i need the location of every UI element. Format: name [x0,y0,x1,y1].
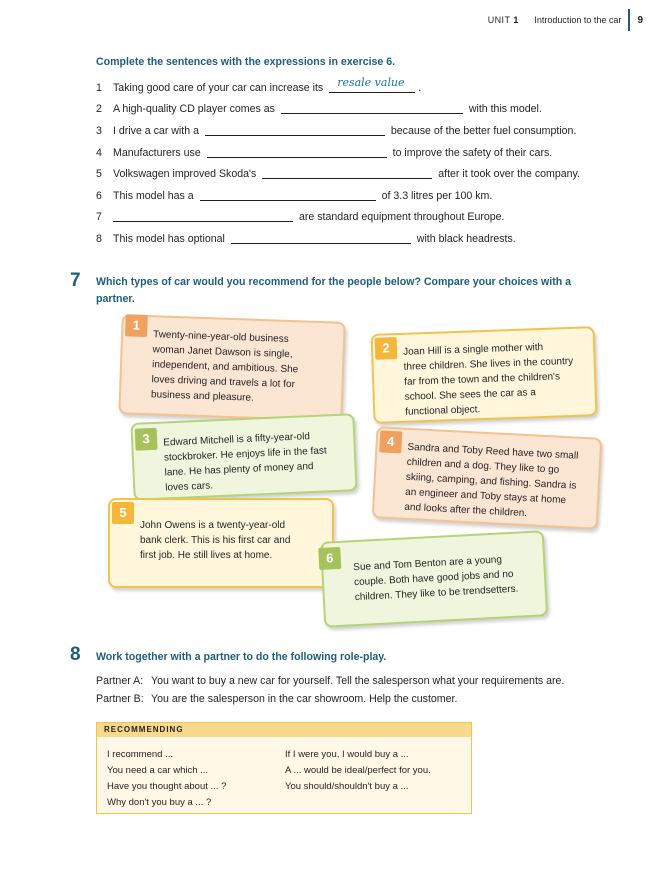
sentence-number: 4 [96,147,102,159]
sentence-text: with this model. [468,103,542,115]
phrase: You should/shouldn't buy a ... [285,781,409,792]
sentence-text: with black headrests. [416,233,516,245]
sentence-text: This model has a [113,190,194,202]
person-card-6 [320,530,548,628]
exercise-6b-instruction: Complete the sentences with the expressions in exercise 6. [96,56,396,68]
sentence-number: 5 [96,168,102,180]
card-line: Sandra and Toby Reed have two small [407,441,579,462]
exercise-7-instruction-line-1: Which types of car would you recommend for the people below? Compare your choices with a [96,276,572,288]
sentence-number: 7 [96,211,102,223]
person-card-5 [108,498,334,588]
phrase-column-1 [107,747,226,811]
answer-blank[interactable] [262,166,432,179]
sentence-2 [96,101,542,117]
sentence-text: . [418,82,422,94]
card-line: couple. Both have good jobs and no [353,568,514,589]
answer-blank[interactable] [231,231,411,244]
sentence-3 [96,123,576,139]
sentence-number: 2 [96,103,102,115]
recommending-box-title: RECOMMENDING [97,723,471,737]
sentence-text: Manufacturers use [113,147,201,159]
answer-blank[interactable] [329,76,415,93]
answer-blank[interactable] [200,188,376,201]
phrase: I recommend ... [107,749,173,760]
card-line: John Owens is a twenty-year-old [140,520,286,531]
partner-a-line [96,673,564,689]
sentence-1 [96,76,422,96]
phrase: If I were you, I would buy a ... [285,749,409,760]
exercise-8-number: 8 [70,644,81,665]
card-line: functional object. [405,404,481,418]
partner-a-label: Partner A: [96,675,144,687]
sentence-number: 8 [96,233,102,245]
answer-blank[interactable] [207,145,387,158]
card-line: school. She sees the car as a [404,387,537,403]
card-number-badge: 2 [375,337,398,360]
unit-title: Introduction to the car [534,15,622,25]
phrase: Have you thought about ... ? [107,781,227,792]
phrase: Why don't you buy a ... ? [107,797,212,808]
sentence-text: are standard equipment throughout Europe. [298,211,505,223]
card-line: Twenty-nine-year-old business [152,329,289,345]
recommending-box [96,722,472,814]
card-number-badge: 1 [125,314,148,337]
card-line: an engineer and Toby stays at home [404,486,567,507]
sentence-text: to improve the safety of their cars. [392,147,553,159]
card-line: Sue and Tom Benton are a young [353,554,503,574]
partner-b-text: You are the salesperson in the car showroom. Help the customer. [151,693,458,705]
exercise-7-number: 7 [70,270,81,291]
sentence-number: 6 [96,190,102,202]
card-line: lane. He has plenty of money and [164,460,314,479]
sentence-4 [96,145,552,161]
card-line: loves cars. [165,480,214,494]
partner-b-line [96,691,457,707]
card-line: Joan Hill is a single mother with [402,341,544,358]
card-line: first job. He still lives at home. [140,550,273,561]
header-divider [628,9,630,31]
card-line: far from the town and the children's [404,371,561,388]
card-line: stockbroker. He enjoys life in the fast [163,445,327,464]
sentence-8 [96,231,516,247]
card-line: children and a dog. They like to go [406,456,560,476]
partner-b-label: Partner B: [96,693,144,705]
card-line: bank clerk. This is his first car and [140,535,291,546]
sentence-number: 3 [96,125,102,137]
sentence-text: I drive a car with a [113,125,199,137]
card-number-badge: 6 [318,547,341,570]
sentence-text: Taking good care of your car can increase its [113,82,324,94]
sentence-text: of 3.3 litres per 100 km. [381,190,493,202]
answer-blank[interactable] [113,209,293,222]
card-line: and looks after the children. [404,501,528,520]
sentence-number: 1 [96,82,102,94]
exercise-8-instruction: Work together with a partner to do the following role-play. [96,651,387,663]
sentence-6 [96,188,492,204]
card-number-badge: 5 [112,502,134,524]
answer-blank[interactable] [281,101,463,114]
page-number: 9 [637,14,643,26]
card-line: business and pleasure. [150,389,255,404]
phrase: A ... would be ideal/perfect for you. [285,765,431,776]
sentence-text: after it took over the company. [438,168,580,180]
exercise-7-instruction-line-2: partner. [96,293,135,305]
person-card-4 [372,426,603,530]
handwritten-answer: resale value [337,76,405,89]
phrase-column-2 [285,747,431,795]
partner-a-text: You want to buy a new car for yourself. Tell the salesperson what your requirements are. [151,675,565,687]
card-line: woman Janet Dawson is single, [152,344,293,361]
page-header [488,12,643,28]
unit-label: UNIT [487,15,511,25]
card-line: loves driving and travels a lot for [151,374,296,391]
sentence-text: This model has optional [113,233,225,245]
person-card-3 [130,413,357,501]
sentence-text: Volkswagen improved Skoda's [113,168,257,180]
person-card-1 [118,314,345,422]
card-line: independent, and ambitious. She [151,359,299,376]
phrase: You need a car which ... [107,765,209,776]
sentence-text: because of the better fuel consumption. [390,125,577,137]
card-number-badge: 3 [135,428,158,451]
sentence-text: A high-quality CD player comes as [113,103,275,115]
card-line: skiing, camping, and fishing. Sandra is [405,471,577,492]
person-card-2 [370,326,597,424]
card-line: Edward Mitchell is a fifty-year-old [163,431,311,449]
unit-number: 1 [513,15,519,25]
answer-blank[interactable] [205,123,385,136]
card-line: children. They like to be trendsetters. [354,583,519,604]
sentence-5 [96,166,580,182]
card-number-badge: 4 [379,430,402,453]
card-line: three children. She lives in the country [403,355,574,373]
sentence-7 [96,209,505,225]
